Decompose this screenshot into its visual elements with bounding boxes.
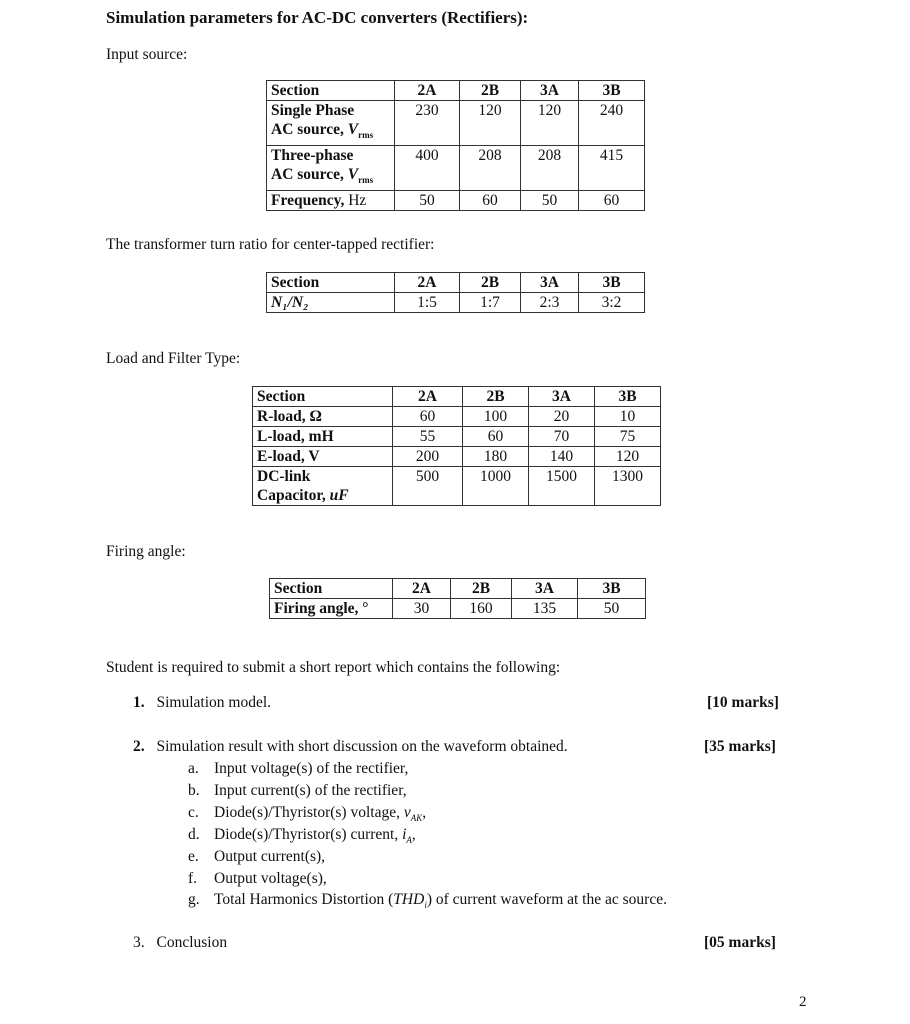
item-3-marks: [05 marks] <box>704 934 776 951</box>
row-label-unit: Hz <box>348 192 367 210</box>
header-cell: Section <box>253 387 393 407</box>
sub-text: Output current(s), <box>214 848 326 865</box>
item-2-marks: [35 marks] <box>704 738 776 755</box>
header-cell: 3A <box>512 579 578 599</box>
sub-tail: , <box>411 826 416 843</box>
header-cell: 2B <box>451 579 512 599</box>
item-number: 3. <box>133 934 145 951</box>
header-cell: 3A <box>529 387 595 407</box>
table-header-row <box>270 579 646 599</box>
value-cell: 135 <box>512 599 578 619</box>
value-cell: 120 <box>521 101 579 146</box>
header-cell: Section <box>267 81 395 101</box>
table-row <box>270 599 646 619</box>
header-cell: 3B <box>595 387 661 407</box>
header-cell: 3B <box>579 81 645 101</box>
sub-item-b <box>188 782 407 800</box>
unit-subscript: rms <box>358 130 374 141</box>
firing-angle-table <box>269 578 646 619</box>
row-label-line1: Single Phase <box>271 102 355 119</box>
row-label: L-load, mH <box>253 427 393 447</box>
load-filter-label: Load and Filter Type: <box>106 350 241 367</box>
row-label-bold: Frequency, <box>271 192 349 210</box>
sub-item-c <box>188 804 426 823</box>
value-cell: 30 <box>393 599 451 619</box>
turn-ratio-table <box>266 272 645 313</box>
value-cell: 50 <box>395 191 460 211</box>
sub-text: Input voltage(s) of the rectifier, <box>214 760 409 777</box>
value-cell: 240 <box>579 101 645 146</box>
value-cell: 50 <box>521 191 579 211</box>
report-item-2 <box>133 738 568 756</box>
sub-text: Diode(s)/Thyristor(s) current, <box>214 826 403 843</box>
sub-item-f <box>188 870 327 888</box>
value-cell: 3:2 <box>579 293 645 313</box>
value-cell: 1000 <box>463 467 529 506</box>
value-cell: 120 <box>460 101 521 146</box>
value-cell: 10 <box>595 407 661 427</box>
row-label-line1: DC-link <box>257 468 311 485</box>
header-cell: 3B <box>579 273 645 293</box>
header-cell: 2A <box>395 273 460 293</box>
value-cell: 20 <box>529 407 595 427</box>
header-cell: 2B <box>463 387 529 407</box>
item-text: Conclusion <box>156 934 228 951</box>
header-cell: 3A <box>521 273 579 293</box>
report-item-3 <box>133 934 227 952</box>
sub-item-d <box>188 826 416 845</box>
row-label-line2: AC source, <box>271 121 348 138</box>
header-cell: 2B <box>460 81 521 101</box>
value-cell: 500 <box>393 467 463 506</box>
row-label-line2: AC source, <box>271 166 348 184</box>
sub-letter: g. <box>188 891 200 908</box>
row-label-line2: Capacitor, <box>257 487 330 504</box>
value-cell: 100 <box>463 407 529 427</box>
unit-symbol: V <box>347 166 359 184</box>
row-label <box>267 191 395 211</box>
value-cell: 60 <box>460 191 521 211</box>
row-label <box>267 101 395 146</box>
math-symbol: i <box>402 826 407 843</box>
value-cell: 1500 <box>529 467 595 506</box>
math-subscript: AK <box>410 813 423 824</box>
header-cell: 2A <box>395 81 460 101</box>
value-cell: 400 <box>395 146 460 191</box>
row-label: Firing angle, ° <box>270 599 393 619</box>
table-row <box>253 407 661 427</box>
page-number: 2 <box>799 994 807 1010</box>
item-text: Simulation model. <box>156 694 272 711</box>
item-1-marks: [10 marks] <box>707 694 779 711</box>
header-cell: 2B <box>460 273 521 293</box>
value-cell: 1:7 <box>460 293 521 313</box>
table-header-row <box>267 273 645 293</box>
header-cell: 2A <box>393 579 451 599</box>
sub-letter: e. <box>188 848 199 865</box>
sub-tail: ) of current waveform at the ac source. <box>426 891 667 908</box>
value-cell: 140 <box>529 447 595 467</box>
unit-symbol: uF <box>329 487 349 504</box>
value-cell: 160 <box>451 599 512 619</box>
row-label <box>267 146 395 191</box>
row-label: N₁/N₂ <box>267 293 395 313</box>
sub-tail: , <box>422 804 427 821</box>
page-title: Simulation parameters for AC-DC converters (Rectifiers): <box>106 8 529 27</box>
table-row <box>267 293 645 313</box>
input-source-table <box>266 80 645 211</box>
item-number: 1. <box>133 694 145 711</box>
math-symbol: v <box>403 804 411 821</box>
report-item-1 <box>133 694 271 712</box>
value-cell: 60 <box>463 427 529 447</box>
input-source-label: Input source: <box>106 46 188 63</box>
value-cell: 180 <box>463 447 529 467</box>
value-cell: 200 <box>393 447 463 467</box>
value-cell: 120 <box>595 447 661 467</box>
value-cell: 208 <box>521 146 579 191</box>
sub-letter: d. <box>188 826 200 843</box>
value-cell: 60 <box>579 191 645 211</box>
sub-text: Input current(s) of the rectifier, <box>214 782 407 799</box>
value-cell: 1:5 <box>395 293 460 313</box>
sub-letter: b. <box>188 782 200 799</box>
turn-ratio-label: The transformer turn ratio for center-tapped rectifier: <box>106 236 435 253</box>
table-row <box>267 101 645 146</box>
table-row <box>253 447 661 467</box>
row-label: E-load, V <box>253 447 393 467</box>
table-row <box>267 191 645 211</box>
unit-subscript: rms <box>358 175 374 186</box>
value-cell: 60 <box>393 407 463 427</box>
sub-letter: a. <box>188 760 199 777</box>
row-label <box>253 467 393 506</box>
math-subscript: A <box>406 835 412 846</box>
sub-item-a <box>188 760 408 778</box>
sub-text: Output voltage(s), <box>214 870 327 887</box>
table-row <box>253 427 661 447</box>
unit-symbol: V <box>347 121 359 138</box>
value-cell: 208 <box>460 146 521 191</box>
value-cell: 55 <box>393 427 463 447</box>
sub-item-g <box>188 891 667 910</box>
value-cell: 2:3 <box>521 293 579 313</box>
header-cell: Section <box>267 273 395 293</box>
sub-item-e <box>188 848 325 866</box>
header-cell: 3B <box>578 579 646 599</box>
table-header-row <box>253 387 661 407</box>
row-label: R-load, Ω <box>253 407 393 427</box>
value-cell: 415 <box>579 146 645 191</box>
value-cell: 230 <box>395 101 460 146</box>
sub-text: Total Harmonics Distortion ( <box>214 891 394 908</box>
row-label-line1: Three-phase <box>271 147 354 165</box>
sub-letter: f. <box>188 870 198 887</box>
value-cell: 50 <box>578 599 646 619</box>
value-cell: 75 <box>595 427 661 447</box>
header-cell: 3A <box>521 81 579 101</box>
table-header-row <box>267 81 645 101</box>
firing-angle-label: Firing angle: <box>106 543 186 560</box>
math-subscript: i <box>424 900 427 911</box>
table-row <box>253 467 661 506</box>
header-cell: Section <box>270 579 393 599</box>
item-number: 2. <box>133 738 145 755</box>
sub-letter: c. <box>188 804 199 821</box>
load-filter-table <box>252 386 661 506</box>
sub-text: Diode(s)/Thyristor(s) voltage, <box>214 804 404 821</box>
item-text: Simulation result with short discussion on the waveform obtained. <box>156 738 568 755</box>
report-intro: Student is required to submit a short report which contains the following: <box>106 659 561 676</box>
table-row <box>267 146 645 191</box>
header-cell: 2A <box>393 387 463 407</box>
math-symbol: THD <box>393 891 425 908</box>
value-cell: 70 <box>529 427 595 447</box>
value-cell: 1300 <box>595 467 661 506</box>
